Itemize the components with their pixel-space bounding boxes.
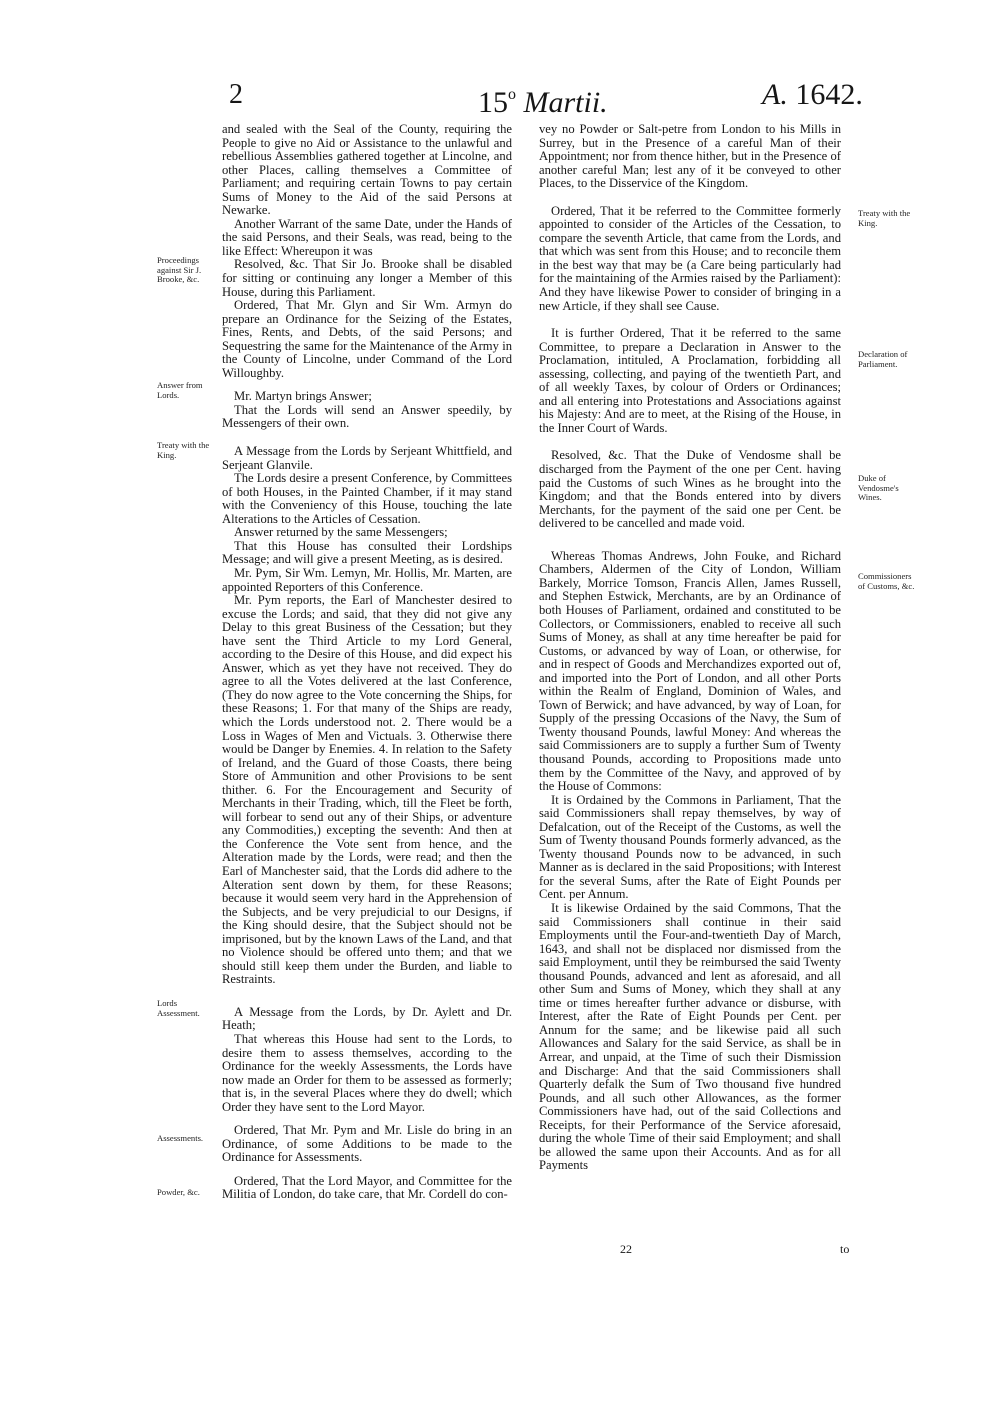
paragraph: Ordered, That the Lord Mayor, and Committee for the Militia of London, do take care, that Mr. Cordell do con-	[222, 1173, 512, 1202]
paragraph: Resolved, &c. That the Duke of Vendosme shall be discharged from the Payment of the one per Cent. having paid the Customs of such Wines as he brought into the Kingdom; and that the Bonds entered into by divers Merchants, for the payment of the said one per Cent. be delivered to be cancelled and made void.	[539, 448, 841, 531]
date-numeral: 15	[478, 86, 508, 119]
paragraph: Mr. Pym, Sir Wm. Lemyn, Mr. Hollis, Mr. Marten, are appointed Reporters of this Conference.	[222, 565, 512, 594]
margin-note-assessments: Assessments.	[157, 1133, 204, 1143]
paragraph: Answer returned by the same Messengers;	[234, 525, 448, 540]
paragraph: That whereas this House had sent to the Lords, to desire them to assess themselves, according to the Ordinance for the weekly Assessments, the Lords have now made an Order for them to be assessed as formerly; that is, in the several Places where they do dwell; which Order they have sent to the Lord Mayor.	[222, 1032, 512, 1114]
paragraph: It is Ordained by the Commons in Parliament, That the said Commissioners shall repay themselves, by way of Defalcation, out of the Receipt of the Customs, as well the Sum of Twenty thousand Pounds formerly advanced, as the Twenty thousand Pounds now to be advanced, in such Manner as is declared in the said Propositions; with Interest for the several Sums, after the Rate of Eight Pounds per Cent. per Annum.	[539, 792, 841, 902]
margin-note-treaty-king: Treaty with the King.	[858, 208, 911, 228]
page-number: 2	[229, 79, 243, 110]
margin-note-answer: Answer from Lords.	[157, 380, 203, 400]
margin-note-vendosme: Duke of Vendosme's Wines.	[858, 473, 899, 503]
paragraph: Whereas Thomas Andrews, John Fouke, and Richard Chambers, Aldermen of the City of London, William Barkely, Morrice Tomson, Francis Allen, James Russell, and Stephen Estwick, Merchants, are by an Ordinance of both Houses of Parliament, ordained and constituted to be Collectors, or Commissioners, enabled to receive all such Sums of Money, as shall at any time hereafter be paid for Customs, or advanced by way of Loan, or otherwise, for and in respect of Goods and Merchandizes exported out of, and imported into the Port of London, and all other Ports within the Realm of England, Dominion of Wales, and Town of Berwick; and have advanced, by way of Loan, for Supply of the pressing Occasions of the Navy, the Sum of Twenty thousand Pounds, lawful Money: And whereas the said Commissioners are to supply a further Sum of Twenty thousand Pounds, according to Propositions made unto them by the Committee of the Navy, and approved of by the House of Commons:	[539, 548, 841, 794]
margin-note-declaration: Declaration of Parliament.	[858, 349, 908, 369]
catchword: to	[840, 1242, 850, 1256]
paragraph: Resolved, &c. That Sir Jo. Brooke shall be disabled for sitting or continuing any longer a Member of this House, during this Parliament.	[222, 257, 512, 299]
page-title	[478, 78, 608, 120]
year-prefix: A.	[762, 78, 788, 111]
left-column	[222, 123, 512, 1202]
right-column	[539, 123, 841, 1173]
paragraph: Mr. Martyn brings Answer;	[234, 389, 372, 404]
paragraph: That this House has consulted their Lordships Message; and will give a present Meeting, as is desired.	[222, 538, 512, 567]
year-heading	[762, 78, 863, 112]
date-superscript: o	[508, 86, 516, 103]
paragraph: Ordered, That it be referred to the Committee formerly appointed to consider of the Articles of the Cessation, to compare the seventh Article, that came from the Lords, and that which was sent from this House; and to reconcile them in the best way that may be (a Care being particularly had for the maintaining of the Armies raised by the Parliament): And they have likewise Power to consider of bringing in a new Article, if they shall see Cause.	[539, 203, 841, 313]
margin-note-commissioners: Commissioners of Customs, &c.	[858, 571, 915, 591]
paragraph: and sealed with the Seal of the County, requiring the People to give no Aid or Assistance to the unlawful and rebellious Assemblies gathered together at Lincolne, and other Places, calling themselves a Committee of Parliament; and requiring certain Towns to pay certain Sums of Money to the Aid of the said Persons at Newarke.	[222, 122, 512, 218]
paragraph: Ordered, That Mr. Pym and Mr. Lisle do bring in an Ordinance, of some Additions to be made to the Ordinance for Assessments.	[222, 1123, 512, 1165]
paragraph: The Lords desire a present Conference, by Committees of both Houses, in the Painted Chamber, if it may stand with the Conveniency of this House, touching the late Alterations to the Articles of Cessation.	[222, 471, 512, 526]
paragraph: Another Warrant of the same Date, under the Hands of the said Persons, and their Seals, was read, being to the like Effect: Whereupon it was	[222, 216, 512, 258]
paragraph: It is further Ordered, That it be referred to the same Committee, to prepare a Declaration in Answer to the Proclamation, intituled, A Proclamation, forbidding all assessing, collecting, and paying of the twentieth Part, and of all weekly Taxes, by colour of Orders or Ordinances; and all entering into Protestations and Associations against his Majesty: And are to meet, at the Rising of the House, in the Inner Court of Wards.	[539, 326, 841, 435]
paragraph: That the Lords will send an Answer speedily, by Messengers of their own.	[222, 402, 512, 431]
paragraph: Mr. Pym reports, the Earl of Manchester desired to excuse the Lords; and said, that they did not give any Delay to this great Business of the Cessation; but they have sent the Third Article to my Lord General, according to the Desire of this House, and did expect his Answer, which as yet they have not received. They do agree to all the Votes delivered at the last Conference, (They do now agree to the Vote concerning the Ships, for these Reasons; 1. For that many of the Ships are ready, which the Lords understood not. 2. There would be a Loss in Wages of Men and Victuals. 3. Otherwise there would be Danger by Enemies. 4. In relation to the Safety of Ireland, and the Guard of those Coasts, there being Store of Ammunition and other Provisions to be sent thither. 6. For the Encouragement and Security of Merchants in their Trading, which, till the Fleet be forth, will forbear to send out any of their Ships, or adventure any Commodities,) excepting the seventh: And then at the Conference the Vote sent from hence, and the Alteration made by the Lords, were read; and then the Earl of Manchester said, that the Lords did adhere to the Alteration sent down by them, for these Reasons; because it would seem very hard in the Apprehension of the Subjects, and be very prejudicial to our Designs, if the King should desire, that the Subject should not be imprisoned, but by the known Laws of the Land, and that no Violence should be offered unto them; and that we should still keep them under the Burden, and liable to Restraints.	[222, 593, 512, 987]
paragraph: A Message from the Lords, by Dr. Aylett and Dr. Heath;	[222, 1004, 512, 1033]
paragraph: It is likewise Ordained by the said Commons, That the said Commissioners shall continue in their said Employments until the Four-and-twentieth Day of March, 1643, and shall not be displaced nor dismissed from the said Employment, until they be reimbursed the said Twenty thousand Pounds, advanced and lent as aforesaid, and all other Sum and Sums of Money, which they shall at any time or times hereafter further advance or disburse, with Interest, after the Rate of Eight Pounds per Cent. per Annum for the same; and be likewise paid all such Allowances and Salary for the said Service, as shall be in Arrear, and unpaid, at the Time of such their Dismission and Discharge: And that the said Commissioners shall Quarterly defalk the Sum of Two thousand five hundred Pounds, and all such other Allowances, as the former Commissioners have had, out of the said Collections and Receipts, for their Performance of the Service aforesaid, during the whole Time of their said Employment; and shall be allowed the same upon their Accounts. And as for all Payments	[539, 900, 841, 1173]
date-word: Martii.	[523, 86, 608, 119]
margin-note-powder: Powder, &c.	[157, 1187, 200, 1197]
margin-note-treaty: Treaty with the King.	[157, 440, 210, 460]
paragraph: Ordered, That Mr. Glyn and Sir Wm. Armyn do prepare an Ordinance for the Seizing of the Estates, Fines, Rents, and Debts, of the said Persons; and Sequestring the same for the Maintenance of the Army in the County of Lincolne, under Command of the Lord Willoughby.	[222, 298, 512, 380]
year-value: 1642.	[795, 78, 863, 111]
margin-note-proceedings: Proceedings against Sir J. Brooke, &c.	[157, 255, 202, 285]
signature-mark: 22	[620, 1242, 632, 1256]
paragraph: vey no Powder or Salt-petre from London to his Mills in Surrey, but in the Presence of a careful Man of their Appointment; nor from thence hither, but in the Presence of another careful Man; lest any of it be conveyed to other Places, to the Disservice of the Kingdom.	[539, 122, 841, 191]
margin-note-lords-assessment: Lords Assessment.	[157, 998, 200, 1018]
paragraph: A Message from the Lords by Serjeant Whittfield, and Serjeant Glanvile.	[222, 444, 512, 472]
